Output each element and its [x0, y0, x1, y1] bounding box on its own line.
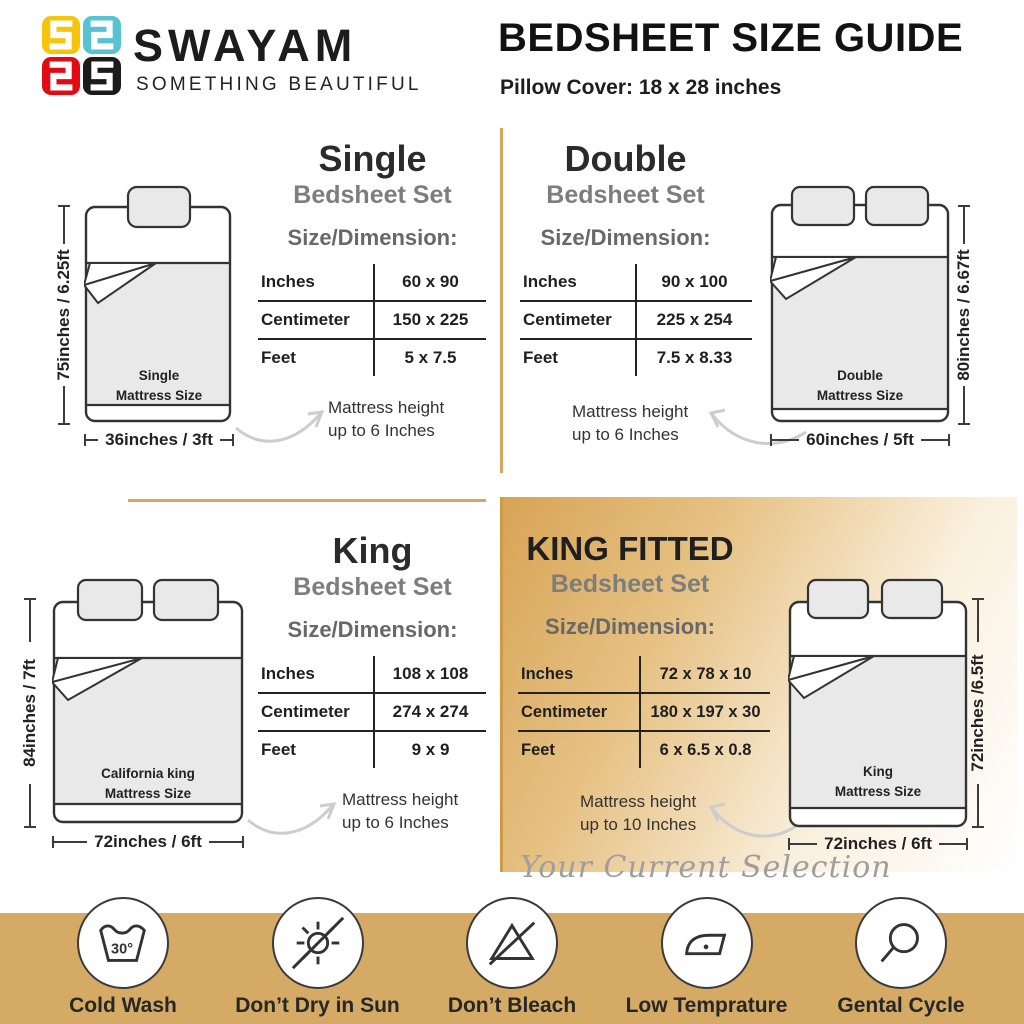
single-bed-label: Single Mattress Size — [115, 368, 203, 403]
king-fitted-set-label: Bedsheet Set — [550, 569, 710, 598]
care-instructions-row — [0, 897, 1024, 1024]
brand-tagline: SOMETHING BEAUTIFUL — [136, 74, 422, 95]
single-size-table — [258, 264, 486, 376]
double-height-dimension — [952, 205, 976, 425]
king-fitted-mattress-note: Mattress height up to 10 Inches — [580, 792, 697, 835]
king-width-label: 72inches / 6ft — [94, 832, 202, 851]
double-size-table — [520, 264, 752, 376]
king-height-label: 84inches / 7ft — [20, 659, 39, 767]
care-item-low-temperature: Low Temprature — [622, 897, 792, 1024]
king-size-table — [258, 656, 486, 768]
brand-name: SWAYAM — [133, 20, 358, 71]
table-row: Feet 7.5 x 8.33 — [520, 340, 752, 376]
king-name: King — [332, 530, 413, 571]
care-item-dont-dry-in-sun: Don’t Dry in Sun — [233, 897, 403, 1024]
double-size-heading: Size/Dimension: — [540, 224, 711, 250]
single-name: Single — [318, 138, 427, 179]
care-item-dont-bleach: Don’t Bleach — [427, 897, 597, 1024]
single-width-label: 36inches / 3ft — [105, 430, 213, 449]
table-row: Centimeter 225 x 254 — [520, 302, 752, 340]
vertical-divider — [500, 128, 503, 473]
care-item-gentle-cycle: Gental Cycle — [816, 897, 986, 1024]
brand-logo — [42, 16, 122, 96]
king-height-dimension — [18, 598, 42, 828]
double-name: Double — [564, 138, 687, 179]
pillow — [866, 187, 928, 225]
table-row: Centimeter 180 x 197 x 30 — [518, 694, 770, 732]
current-selection-label: Your Current Selection — [520, 850, 892, 885]
king-fitted-size-table — [518, 656, 770, 768]
pillow — [792, 187, 854, 225]
table-row: Centimeter 150 x 225 — [258, 302, 486, 340]
logo-tile-cyan — [83, 16, 121, 54]
double-set-label: Bedsheet Set — [546, 180, 705, 209]
single-title-block — [255, 140, 490, 251]
pillow — [78, 580, 142, 620]
logo-key-glyph-icon — [42, 57, 80, 95]
crossed-sun-icon — [287, 912, 349, 974]
curved-arrow-icon — [232, 402, 332, 448]
curved-arrow-icon — [244, 794, 344, 840]
iron-icon — [676, 912, 738, 974]
double-height-label: 80inches / 6.67ft — [954, 249, 973, 381]
table-row: Inches 90 x 100 — [520, 264, 752, 302]
logo-tile-red — [42, 57, 80, 95]
logo-key-glyph-icon — [83, 16, 121, 54]
king-bed-label: California king Mattress Size — [101, 766, 195, 801]
king-fitted-size-heading: Size/Dimension: — [545, 613, 715, 639]
table-row: Feet 6 x 6.5 x 0.8 — [518, 732, 770, 768]
care-item-cold-wash: 30° Cold Wash — [38, 897, 208, 1024]
curved-arrow-icon — [700, 796, 800, 840]
pillow — [154, 580, 218, 620]
pillow — [882, 580, 942, 618]
logo-tile-yellow — [42, 16, 80, 54]
king-fitted-height-label: 72inches /6.5ft — [968, 654, 987, 772]
table-row: Centimeter 274 x 274 — [258, 694, 486, 732]
king-fitted-title-block — [505, 532, 755, 640]
table-row: Feet 5 x 7.5 — [258, 340, 486, 376]
king-fitted-height-dimension — [966, 598, 990, 828]
king-set-label: Bedsheet Set — [293, 572, 452, 601]
single-size-heading: Size/Dimension: — [287, 224, 458, 250]
crossed-triangle-icon — [481, 912, 543, 974]
logo-tile-black — [83, 57, 121, 95]
double-mattress-note: Mattress height up to 6 Inches — [572, 402, 689, 445]
horizontal-divider — [128, 499, 486, 502]
double-width-dimension — [770, 430, 950, 450]
double-width-label: 60inches / 5ft — [806, 430, 914, 449]
king-fitted-name: KING FITTED — [526, 530, 734, 567]
logo-key-glyph-icon — [83, 57, 121, 95]
wash-tub-30-icon — [92, 912, 154, 974]
double-bed-label: Double Mattress Size — [816, 368, 904, 403]
page-title: BEDSHEET SIZE GUIDE — [498, 16, 964, 60]
table-row: Inches 60 x 90 — [258, 264, 486, 302]
table-row: Feet 9 x 9 — [258, 732, 486, 768]
gentle-cycle-icon — [870, 912, 932, 974]
single-height-dimension — [52, 205, 76, 425]
table-row: Inches 72 x 78 x 10 — [518, 656, 770, 694]
pillow-cover-subtitle: Pillow Cover: 18 x 28 inches — [500, 76, 782, 99]
pillow — [808, 580, 868, 618]
king-size-heading: Size/Dimension: — [287, 616, 458, 642]
king-fitted-bed-label: King Mattress Size — [834, 764, 922, 799]
logo-key-glyph-icon — [42, 16, 80, 54]
single-height-label: 75inches / 6.25ft — [54, 249, 73, 381]
king-title-block — [255, 532, 490, 643]
svg-text:30°: 30° — [111, 941, 134, 958]
single-mattress-note: Mattress height up to 6 Inches — [328, 398, 445, 441]
single-width-dimension — [84, 430, 234, 450]
king-fitted-width-label: 72inches / 6ft — [824, 834, 932, 853]
pillow — [128, 187, 190, 227]
king-width-dimension — [52, 832, 244, 852]
single-set-label: Bedsheet Set — [293, 180, 452, 209]
double-title-block — [508, 140, 743, 251]
king-mattress-note: Mattress height up to 6 Inches — [342, 790, 459, 833]
table-row: Inches 108 x 108 — [258, 656, 486, 694]
